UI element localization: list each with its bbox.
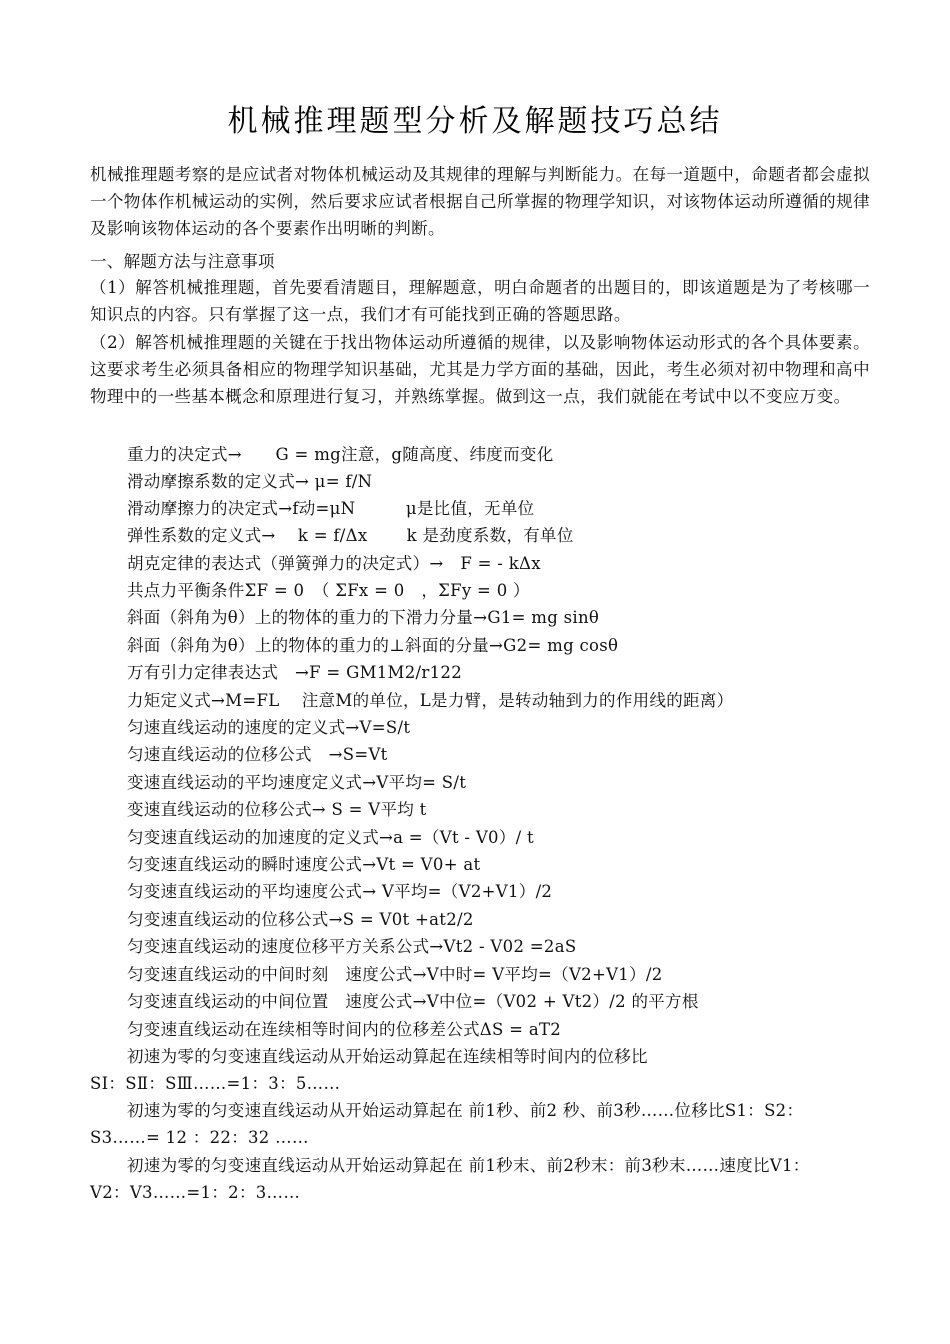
- formula-line: 斜面（斜角为θ）上的物体的重力的下滑力分量→G1= mg sinθ: [127, 608, 600, 627]
- formula-line: 匀变速直线运动的中间位置 速度公式→V中位=（V02 + Vt2）/2 的平方根: [127, 992, 699, 1011]
- ratio-line-2a: 初速为零的匀变速直线运动从开始运动算起在 前1秒、前2 秒、前3秒……位移比S1：S2：: [127, 1101, 804, 1120]
- ratio-line-3b: V2：V3……=1：2：3……: [90, 1183, 301, 1202]
- formula-line: 匀变速直线运动的加速度的定义式→a =（Vt - V0）/ t: [127, 828, 534, 847]
- formula-line: 匀变速直线运动的平均速度公式→ V平均=（V2+V1）/2: [127, 882, 553, 901]
- ratio-line-3a: 初速为零的匀变速直线运动从开始运动算起在 前1秒末、前2秒末：前3秒末……速度比V1：: [127, 1156, 810, 1175]
- formula-line: 力矩定义式→M=FL 注意M的单位，L是力臂，是转动轴到力的作用线的距离）: [127, 691, 734, 710]
- section-heading: 一、解题方法与注意事项: [90, 252, 275, 271]
- document-title: 机械推理题型分析及解题技巧总结: [227, 104, 723, 139]
- formula-line: 变速直线运动的平均速度定义式→V平均= S/t: [127, 773, 467, 792]
- point-1-paragraph: （1）解答机械推理题，首先要看清题目，理解题意，明白命题者的出题目的，即该道题是为了考核哪一知识点的内容。只有掌握了这一点，我们才有可能找到正确的答题思路。: [90, 278, 870, 324]
- formula-line: 匀速直线运动的位移公式 →S=Vt: [127, 745, 388, 764]
- formula-line: 初速为零的匀变速直线运动从开始运动算起在连续相等时间内的位移比: [127, 1047, 648, 1066]
- formula-line: 匀变速直线运动在连续相等时间内的位移差公式ΔS = aT2: [127, 1020, 562, 1039]
- ratio-line-1: SⅠ：SⅡ：SⅢ……=1：3：5……: [90, 1074, 341, 1093]
- formula-line: 匀变速直线运动的瞬时速度公式→Vt = V0+ at: [127, 855, 481, 874]
- formula-line: 斜面（斜角为θ）上的物体的重力的⊥斜面的分量→G2= mg cosθ: [127, 636, 619, 655]
- formula-line: 重力的决定式→ G = mg注意，g随高度、纬度而变化: [127, 445, 554, 464]
- ratio-line-2b: S3……= 12 ：22：32 ……: [90, 1128, 309, 1147]
- formula-line: 匀速直线运动的速度的定义式→V=S/t: [127, 718, 411, 737]
- formula-line: 滑动摩擦力的决定式→f动=μN μ是比值，无单位: [127, 499, 535, 518]
- intro-paragraph: 机械推理题考察的是应试者对物体机械运动及其规律的理解与判断能力。在每一道题中，命题者都会虚拟一个物体作机械运动的实例，然后要求应试者根据自己所掌握的物理学知识，对该物体运动所遵循的规律及影响该物体运动的各个要素作出明晰的判断。: [90, 165, 870, 238]
- formula-line: 弹性系数的定义式→ k = f/Δx k 是劲度系数，有单位: [127, 526, 574, 545]
- formula-line: 匀变速直线运动的速度位移平方关系公式→Vt2 - V02 =2aS: [127, 937, 577, 956]
- formula-line: 变速直线运动的位移公式→ S = V平均 t: [127, 800, 427, 819]
- formula-line: 匀变速直线运动的中间时刻 速度公式→V中时= V平均=（V2+V1）/2: [127, 965, 663, 984]
- formula-line: 匀变速直线运动的位移公式→S = V0t +at2/2: [127, 910, 474, 929]
- formula-line: 胡克定律的表达式（弹簧弹力的决定式）→ F = - kΔx: [127, 554, 541, 573]
- formula-line: 万有引力定律表达式 →F = GM1M2/r122: [127, 663, 462, 682]
- point-2-paragraph: （2）解答机械推理题的关键在于找出物体运动所遵循的规律，以及影响物体运动形式的各个具体要素。这要求考生必须具备相应的物理学知识基础，尤其是力学方面的基础，因此，考生必须对初中物理和高中物理中的一些基本概念和原理进行复习，并熟练掌握。做到这一点，我们就能在考试中以不变应万变。: [90, 333, 870, 406]
- formula-line: 共点力平衡条件ΣF = 0 （ ΣFx = 0 ，ΣFy = 0 ）: [127, 581, 530, 600]
- formula-line: 滑动摩擦系数的定义式→ μ= f/N: [127, 472, 373, 491]
